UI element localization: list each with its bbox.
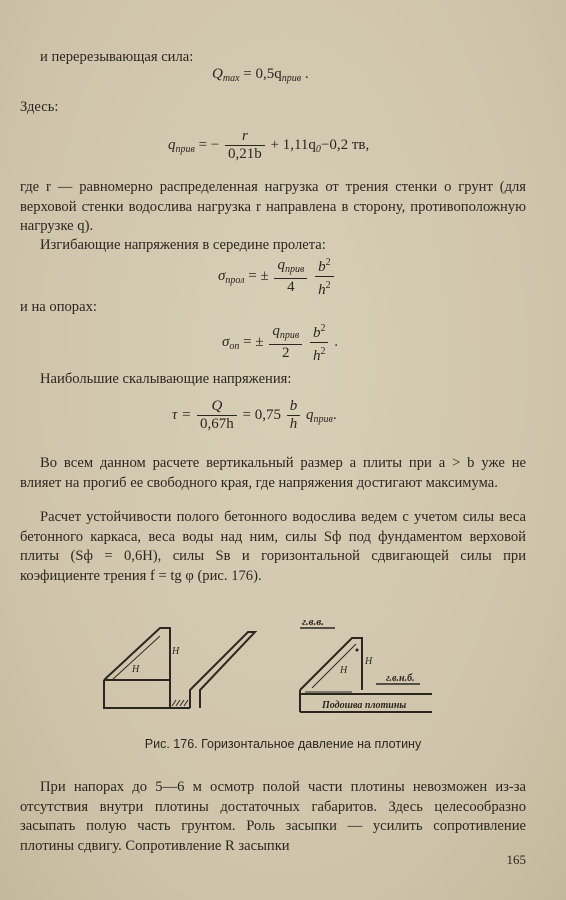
label-H-left-inner: H bbox=[132, 664, 140, 675]
eq-t-lhs: τ = bbox=[172, 406, 192, 423]
eq-s2-frac2 bbox=[310, 320, 329, 365]
text-on-supports: и на опорах: bbox=[20, 299, 97, 315]
eq-s1-lhs: σ bbox=[218, 267, 226, 284]
right-dam-outline bbox=[300, 638, 362, 690]
paragraph-filling: При напорах до 5—6 м осмотр полой части плотины невозможен из-за отсутствия внутри плотины достаточных габаритов. Здесь целесообразно засыпать полую часть грунтом. Роль засыпки — усилить сопротивление плотины сдвигу. Сопротивление R засыпки bbox=[20, 779, 526, 854]
eq-s2-den1: 2 bbox=[282, 345, 290, 361]
eq-s2-dot: . bbox=[334, 333, 338, 350]
eq-s2-num1-sub: прив bbox=[279, 330, 300, 341]
eq-p-fraction bbox=[225, 128, 265, 163]
label-upper-water-level: г.в.в. bbox=[302, 616, 324, 628]
paragraph-vertical-size: Во всем данном расчете вертикальный размер a плиты при a > b уже не влияет на прогиб ее свободного края, где напряжения достигают максимума. bbox=[20, 455, 526, 491]
eq-s1-num1-sub: прив bbox=[284, 264, 305, 275]
eq-p-rest-sub: 0 bbox=[315, 143, 321, 155]
eq-p-lhs-sub: прив bbox=[175, 143, 195, 155]
eq-q-subscript: max bbox=[222, 73, 240, 84]
eq-s1-sub: прол bbox=[225, 274, 245, 286]
eq-s2-den2: h bbox=[312, 348, 321, 364]
text-r-definition: где r — равномерно распределенная нагрузка от трения стенки о грунт (для верховой стенки водослива нагрузка r направлена в сторону, противоположную нагрузке q). bbox=[20, 179, 526, 235]
eq-t-mid: = 0,75 bbox=[242, 406, 281, 423]
eq-p-rest: + 1,11q bbox=[270, 136, 316, 153]
equation-q-max bbox=[212, 66, 309, 84]
eq-s2-sub: оп bbox=[229, 340, 240, 352]
eq-t-q-sub: прив bbox=[313, 413, 333, 425]
eq-s2-den2-sup: 2 bbox=[320, 346, 326, 357]
label-H-right-inner: H bbox=[340, 665, 348, 676]
eq-p-mid: = − bbox=[198, 136, 220, 153]
eq-t-num1: Q bbox=[197, 398, 237, 416]
eq-t-den1: 0,67h bbox=[200, 416, 234, 432]
eq-s2-frac1 bbox=[269, 323, 302, 362]
hatch-marks bbox=[172, 700, 188, 706]
eq-s2-lhs: σ bbox=[222, 333, 230, 350]
text-shear-stress: Наибольшие скалывающие напряжения: bbox=[40, 371, 292, 387]
eq-s2-num2-sup: 2 bbox=[320, 323, 326, 334]
eq-t-q: q bbox=[305, 406, 314, 423]
eq-s2-pm: = ± bbox=[243, 333, 264, 350]
eq-t-frac2 bbox=[287, 398, 301, 433]
text-bending-stress-span: Изгибающие напряжения в середине пролета: bbox=[40, 237, 326, 253]
paragraph-stability-calc: Расчет устойчивости полого бетонного водослива ведем с учетом силы веса бетонного каркаса, веса воды над ним, силы Sф под фундаментом верховой плиты (Sф = 0,6H), силы Sв и горизонтальной сдвигающей силы при коэфициенте трения f = tg φ (рис. 176). bbox=[20, 509, 526, 584]
text-here: Здесь: bbox=[20, 99, 59, 115]
label-dam-base: Подошва плотины bbox=[322, 700, 407, 711]
eq-s1-frac1 bbox=[274, 257, 307, 296]
eq-s1-den1: 4 bbox=[287, 279, 295, 295]
eq-p-tail: −0,2 тв, bbox=[320, 136, 370, 153]
eq-t-den2: h bbox=[289, 416, 298, 432]
right-dam-inner-line bbox=[312, 644, 356, 688]
equation-sigma-support bbox=[222, 320, 338, 365]
eq-q-rhs: = 0,5q bbox=[243, 66, 282, 82]
left-dam-downstream-wall bbox=[190, 632, 255, 708]
eq-s1-num1: q bbox=[277, 257, 285, 273]
eq-s2-num2: b bbox=[312, 325, 321, 341]
page-number: 165 bbox=[506, 852, 526, 867]
eq-s1-num2-sup: 2 bbox=[325, 257, 331, 268]
eq-s1-den2: h bbox=[318, 282, 326, 298]
eq-s1-num2: b bbox=[318, 259, 326, 275]
eq-q-rhs-sub: прив bbox=[281, 73, 302, 84]
eq-q-symbol: Q bbox=[212, 66, 223, 82]
eq-t-dot: . bbox=[332, 406, 337, 423]
eq-t-num2: b bbox=[287, 398, 301, 416]
eq-s1-pm: = ± bbox=[248, 267, 269, 284]
eq-s2-num1: q bbox=[272, 323, 280, 339]
label-H-right-outer: H bbox=[365, 656, 373, 667]
figure-horizontal-pressure bbox=[0, 600, 566, 735]
eq-p-num: r bbox=[225, 128, 265, 146]
figure-caption: Рис. 176. Горизонтальное давление на плотину bbox=[144, 737, 422, 751]
text-shear-force-intro: и перерезывающая сила: bbox=[40, 49, 194, 65]
eq-t-frac1 bbox=[197, 398, 237, 433]
equation-sigma-span bbox=[218, 254, 336, 299]
eq-s1-frac2 bbox=[315, 254, 334, 299]
label-H-left-outer: H bbox=[172, 646, 180, 657]
label-lower-water-level: г.в.н.б. bbox=[386, 673, 415, 684]
eq-s1-den2-sup: 2 bbox=[325, 280, 331, 291]
point-marker bbox=[356, 649, 359, 652]
equation-tau bbox=[172, 398, 337, 433]
eq-p-den: 0,21b bbox=[228, 146, 262, 162]
eq-p-lhs: q bbox=[168, 136, 176, 153]
equation-q-reduced bbox=[168, 128, 369, 163]
eq-q-dot: . bbox=[304, 66, 309, 82]
